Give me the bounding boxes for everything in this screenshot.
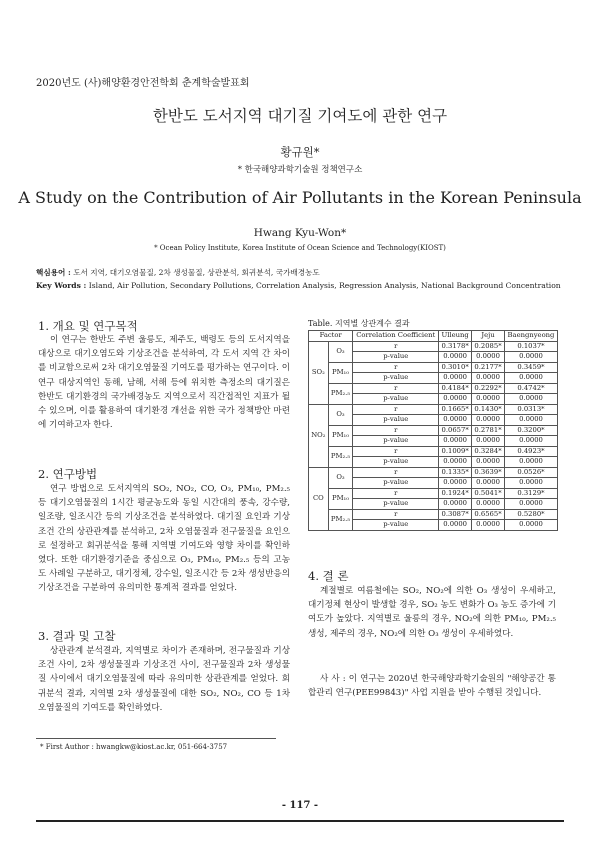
section-2-text: 연구 방법으로 도서지역의 SO₂, NO₂, CO, O₃, PM₁₀, PM₂.₅ 등 대기오염물질의 1시간 평균농도와 동일 시간대의 풍속, 강수량, 일조량, 일조시간 등의 기상조건을 분석하였다. 대기질 요인과 기상조건 간의 상관관계를 분석하고, 2차 오염물질과 전구물질을 요인으로 설정하고 회귀분석을 통해 지역별 기여도와 영향 차이를 확인하였다. 또한 대기환경기준을 중심으로 O₃, PM₁₀, PM₂.₅ 등의 고농도 사례일 구분하고, 대기정체, 강수일, 일조시간 등 2차 생성반응의 기상조건을 구분하여 유의미한 통계적 결과를 얻었다. — [38, 484, 290, 594]
table-value-cell: 0.0000 — [472, 373, 505, 384]
table-coefficient-label: r — [353, 341, 439, 352]
english-keywords — [36, 280, 566, 291]
korean-author: 황규원* — [280, 145, 320, 159]
table-coefficient-label: p-value — [353, 394, 439, 405]
table-value-cell: 0.0000 — [472, 478, 505, 489]
table-coefficient-label: p-value — [353, 520, 439, 531]
table-value-cell: 0.0000 — [439, 394, 472, 405]
conference-header: 2020년도 (사)해양환경안전학회 춘계학술발표회 — [36, 78, 250, 89]
table-value-cell: 0.0000 — [504, 352, 557, 363]
english-affiliation: * Ocean Policy Institute, Korea Institute of Ocean Science and Technology(KIOST) — [154, 244, 446, 252]
table-value-cell: 0.1665* — [439, 404, 472, 415]
table-value-cell: 0.0000 — [439, 478, 472, 489]
table-row — [309, 383, 558, 394]
table-coefficient-label: p-value — [353, 352, 439, 363]
table-coefficient-label: p-value — [353, 457, 439, 468]
table-value-cell: 0.0000 — [472, 457, 505, 468]
table-value-cell: 0.0000 — [472, 499, 505, 510]
table-row — [309, 404, 558, 415]
table-target-cell: O₃ — [328, 404, 353, 425]
table-row — [309, 425, 558, 436]
table-value-cell: 0.4923* — [504, 446, 557, 457]
table-header-ulleung: Ulleung — [439, 331, 472, 342]
table-factor-cell: NO₂ — [309, 404, 329, 467]
table-value-cell: 0.1009* — [439, 446, 472, 457]
table-target-cell: PM₁₀ — [328, 362, 353, 383]
acknowledgment: 사 사 : 이 연구는 2020년 한국해양과학기술원의 "해양공간 통합관리 연구(PEE99843)" 사업 지원을 받아 수행된 것입니다. — [308, 674, 556, 699]
table-value-cell: 0.5280* — [504, 509, 557, 520]
table-coefficient-label: r — [353, 425, 439, 436]
table-row — [309, 362, 558, 373]
table-value-cell: 0.0000 — [439, 415, 472, 426]
table-value-cell: 0.0000 — [472, 520, 505, 531]
table-value-cell: 0.0000 — [504, 436, 557, 447]
table-row — [309, 509, 558, 520]
table-target-cell: PM₂.₅ — [328, 383, 353, 404]
table-coefficient-label: p-value — [353, 436, 439, 447]
table-target-cell: PM₂.₅ — [328, 446, 353, 467]
table-value-cell: 0.2177* — [472, 362, 505, 373]
section-1-text: 이 연구는 한반도 주변 울릉도, 제주도, 백령도 등의 도서지역을 대상으로 대기오염도와 기상조건을 분석하여, 각 도서 지역 간 차이를 비교함으로써 2차 대기오염물질 기여도를 평가하는 연구이다. 이 연구 대상지역인 동해, 남해, 서해 등에 위치한 측정소의 대기질은 한반도 대기환경의 국가배경농도 지역으로서 직간접적인 지표가 될 수 있으며, 이를 활용하여 대기환경 개선을 위한 국가 정책방안 마련에 기여하고자 한다. — [38, 335, 290, 431]
table-factor-cell: CO — [309, 467, 329, 530]
table-value-cell: 0.1335* — [439, 467, 472, 478]
table-header-jeju: Jeju — [472, 331, 505, 342]
table-value-cell: 0.4742* — [504, 383, 557, 394]
table-coefficient-label: p-value — [353, 373, 439, 384]
table-value-cell: 0.0000 — [439, 436, 472, 447]
section-4-text: 계절별로 여름철에는 SO₂, NO₂에 의한 O₃ 생성이 우세하고, 대기정체 현상이 발생할 경우, SO₂ 농도 변화가 O₃ 농도 증가에 기여도가 높았다. 지역별로 울릉의 경우, NO₂에 의한 PM₁₀, PM₂.₅ 생성, 제주의 경우, NO₂에 의한 O₃ 생성이 우세하였다. — [308, 586, 556, 639]
table-coefficient-label: r — [353, 404, 439, 415]
table-value-cell: 0.2292* — [472, 383, 505, 394]
table-value-cell: 0.0000 — [472, 415, 505, 426]
bottom-rule — [36, 820, 564, 822]
table-value-cell: 0.0000 — [504, 373, 557, 384]
table-target-cell: O₃ — [328, 467, 353, 488]
korean-affiliation: * 한국해양과학기술원 정책연구소 — [237, 165, 363, 175]
english-keywords-label: Key Words : — [36, 281, 87, 290]
table-target-cell: O₃ — [328, 341, 353, 362]
table-value-cell: 0.0000 — [504, 394, 557, 405]
section-3-title: 3. 결과 및 고찰 — [38, 629, 116, 643]
table-coefficient-label: r — [353, 467, 439, 478]
table-coefficient-label: r — [353, 383, 439, 394]
english-title: A Study on the Contribution of Air Pollutants in the Korean Peninsula — [18, 188, 582, 207]
table-coefficient-label: p-value — [353, 415, 439, 426]
table-header-baengnyeong: Baengnyeong — [504, 331, 557, 342]
table-value-cell: 0.0000 — [504, 520, 557, 531]
section-4-title: 4. 결 론 — [308, 569, 349, 583]
table-value-cell: 0.0000 — [439, 352, 472, 363]
table-value-cell: 0.2085* — [472, 341, 505, 352]
table-coefficient-label: r — [353, 509, 439, 520]
table-value-cell: 0.3200* — [504, 425, 557, 436]
correlation-table — [308, 330, 558, 531]
table-coefficient-label: p-value — [353, 478, 439, 489]
table-value-cell: 0.3178* — [439, 341, 472, 352]
section-2-title: 2. 연구방법 — [38, 467, 98, 481]
section-3-text: 상관관계 분석결과, 지역별로 차이가 존재하며, 전구물질과 기상조건 사이, 2차 생성물질과 기상조건 사이, 전구물질과 2차 생성물질 사이에서 대기오염물질에 따라 유의미한 상관관계를 얻었다. 회귀분석 결과, 지역별 2차 생성물질에 대한 SO₂, NO₂, CO 등 1차 오염물질의 기여도를 확인하였다. — [38, 646, 290, 713]
table-value-cell: 0.0000 — [472, 394, 505, 405]
korean-title: 한반도 도서지역 대기질 기여도에 관한 연구 — [152, 107, 448, 125]
table-value-cell: 0.0526* — [504, 467, 557, 478]
table-value-cell: 0.3459* — [504, 362, 557, 373]
footnote: * First Author : hwangkw@kiost.ac.kr, 051-664-3757 — [40, 743, 228, 751]
english-author: Hwang Kyu-Won* — [253, 227, 347, 239]
table-value-cell: 0.0000 — [504, 499, 557, 510]
english-keywords-text: Island, Air Pollution, Secondary Pollutions, Correlation Analysis, Regression Analysis, National Background Concentration — [88, 281, 561, 290]
table-value-cell: 0.0000 — [504, 415, 557, 426]
table-value-cell: 0.1037* — [504, 341, 557, 352]
table-factor-cell: SO₂ — [309, 341, 329, 404]
table-row — [309, 341, 558, 352]
korean-keywords — [36, 267, 566, 278]
table-value-cell: 0.0000 — [439, 373, 472, 384]
table-value-cell: 0.0000 — [439, 520, 472, 531]
table-value-cell: 0.3129* — [504, 488, 557, 499]
table-caption: Table. 지역별 상관계수 결과 — [308, 319, 410, 328]
korean-keywords-text: 도서 지역, 대기오염물질, 2차 생성물질, 상관분석, 회귀분석, 국가배경농도 — [73, 268, 320, 277]
footnote-divider — [36, 738, 276, 739]
table-value-cell: 0.0000 — [439, 499, 472, 510]
table-row — [309, 467, 558, 478]
table-value-cell: 0.0313* — [504, 404, 557, 415]
table-coefficient-label: r — [353, 488, 439, 499]
section-1-title: 1. 개요 및 연구목적 — [38, 319, 138, 333]
table-target-cell: PM₂.₅ — [328, 509, 353, 530]
table-header-row — [309, 331, 558, 342]
table-row — [309, 488, 558, 499]
table-value-cell: 0.2781* — [472, 425, 505, 436]
page-number: - 117 - — [281, 800, 319, 811]
table-value-cell: 0.5041* — [472, 488, 505, 499]
table-coefficient-label: p-value — [353, 499, 439, 510]
table-value-cell: 0.3284* — [472, 446, 505, 457]
table-value-cell: 0.0000 — [439, 457, 472, 468]
table-coefficient-label: r — [353, 446, 439, 457]
table-value-cell: 0.1924* — [439, 488, 472, 499]
table-value-cell: 0.3010* — [439, 362, 472, 373]
table-value-cell: 0.0000 — [472, 436, 505, 447]
table-value-cell: 0.4184* — [439, 383, 472, 394]
table-value-cell: 0.0657* — [439, 425, 472, 436]
table-row — [309, 446, 558, 457]
table-value-cell: 0.0000 — [504, 478, 557, 489]
table-target-cell: PM₁₀ — [328, 488, 353, 509]
table-value-cell: 0.6565* — [472, 509, 505, 520]
table-target-cell: PM₁₀ — [328, 425, 353, 446]
korean-keywords-label: 핵심용어 : — [36, 268, 71, 277]
table-value-cell: 0.3087* — [439, 509, 472, 520]
table-value-cell: 0.3639* — [472, 467, 505, 478]
table-value-cell: 0.1430* — [472, 404, 505, 415]
table-value-cell: 0.0000 — [472, 352, 505, 363]
table-coefficient-label: r — [353, 362, 439, 373]
table-value-cell: 0.0000 — [504, 457, 557, 468]
table-header-factor: Factor — [309, 331, 353, 342]
table-header-coefficient: Correlation Coefficient — [353, 331, 439, 342]
